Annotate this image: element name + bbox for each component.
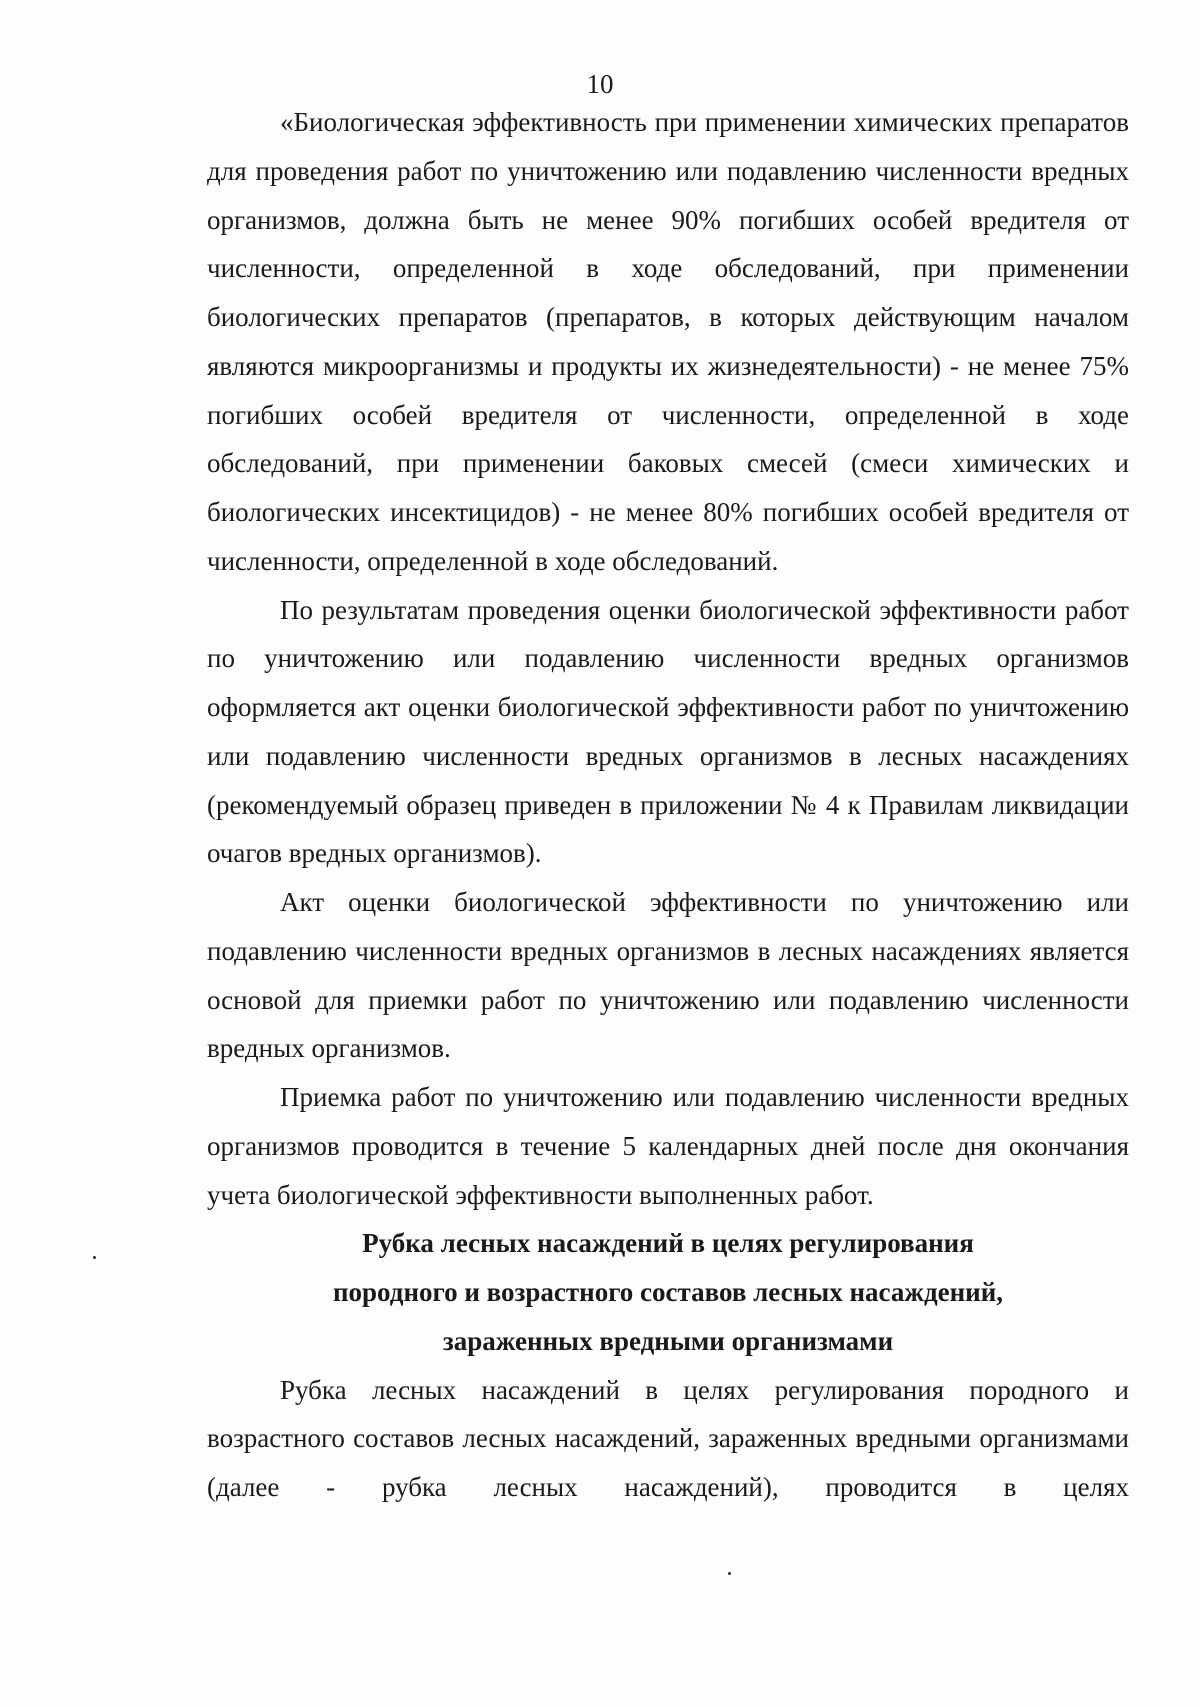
section-heading-line: Рубка лесных насаждений в целях регулирования [362, 1228, 974, 1259]
section-heading [207, 1219, 1129, 1365]
document-body [207, 98, 1129, 1512]
scan-speck [93, 1256, 96, 1259]
paragraph-felling: Рубка лесных насаждений в целях регулирования породного и возрастного составов лесных насаждений, зараженных вредными организмами (далее - рубка лесных насаждений), проводится в целях [207, 1374, 1129, 1502]
paragraph-acceptance: Приемка работ по уничтожению или подавлению численности вредных организмов проводится в течение 5 календарных дней после дня окончания учета биологической эффективности выполненных работ. [207, 1082, 1129, 1210]
paragraph-assessment-act: По результатам проведения оценки биологической эффективности работ по уничтожению или подавлению численности вредных организмов оформляется акт оценки биологической эффективности работ по уничтожению или подавлению численности вредных организмов в лесных насаждениях (рекомендуемый образец приведен в приложении № 4 к Правилам ликвидации очагов вредных организмов). [207, 594, 1129, 869]
scan-speck [728, 1572, 731, 1575]
section-heading-line: породного и возрастного составов лесных насаждений, [332, 1277, 1004, 1307]
paragraph-act-basis: Акт оценки биологической эффективности по уничтожению или подавлению численности вредных организмов в лесных насаждениях является основой для приемки работ по уничтожению или подавлению численности вредных организмов. [207, 887, 1129, 1064]
section-heading-line: зараженных вредными организмами [442, 1325, 894, 1356]
page-number: 10 [586, 69, 614, 99]
paragraph-biological-efficiency: «Биологическая эффективность при применении химических препаратов для проведения работ по уничтожению или подавлению численности вредных организмов, должна быть не менее 90% погибших особей вредителя от численности, определенной в ходе обследований, при применении биологических препаратов (препаратов, в которых действующим началом являются микроорганизмы и продукты их жизнедеятельности) - не менее 75% погибших особей вредителя от численности, определенной в ходе обследований, при применении баковых смесей (смеси химических и биологических инсектицидов) - не менее 80% погибших особей вредителя от численности, определенной в ходе обследований. [207, 107, 1129, 576]
